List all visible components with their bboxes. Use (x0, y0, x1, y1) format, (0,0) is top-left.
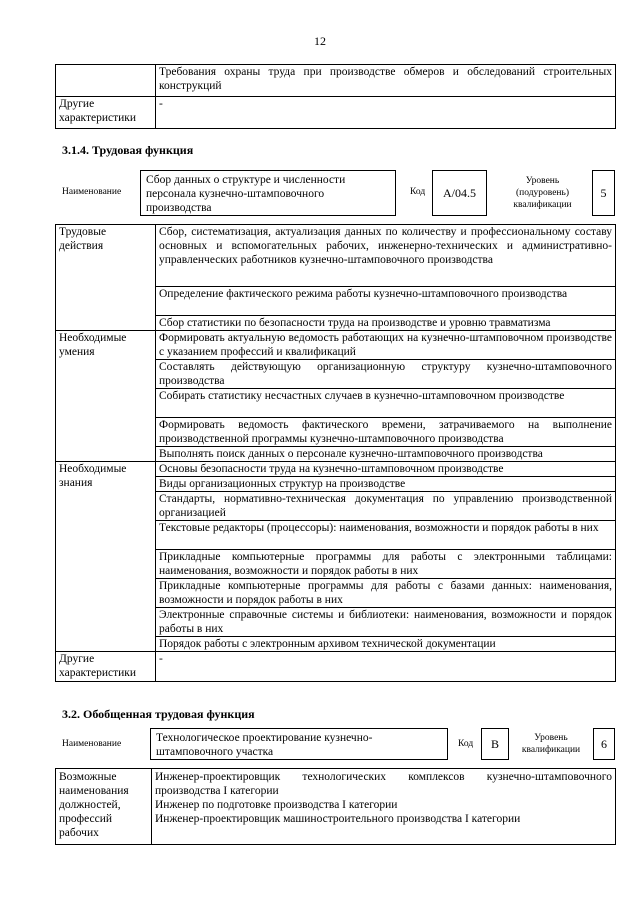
level-label: Уровень (подуровень) квалификации (513, 176, 572, 210)
list-item: Составлять действующую организационную структуру кузнечно-штамповочного производства (156, 360, 616, 389)
list-item: Виды организационных структур на производстве (156, 477, 616, 492)
function-name: Сбор данных о структуре и численности персонала кузнечно-штамповочного производства (146, 174, 346, 214)
function-table (55, 224, 616, 682)
list-item: Инженер по подготовке производства I категории (155, 799, 398, 811)
list-item: Электронные справочные системы и библиотеки: наименования, возможности и порядок работы в них (156, 608, 616, 637)
positions-label: Возможные наименования должностей, профессий рабочих (56, 769, 152, 845)
list-item: Определение фактического режима работы кузнечно-штамповочного производства (156, 287, 616, 316)
other-characteristics-value: - (156, 97, 616, 129)
group-label: Трудовые действия (56, 225, 156, 331)
code-box (481, 728, 509, 760)
group-label: Необходимые умения (56, 331, 156, 462)
code-value: B (490, 736, 499, 751)
level-label: Уровень квалификации (521, 733, 581, 755)
other-characteristics-value: - (156, 652, 616, 682)
other-characteristics-label: Другие характеристики (56, 97, 156, 129)
level-value: 5 (600, 185, 607, 200)
section-title-314: 3.1.4. Трудовая функция (62, 143, 194, 157)
level-box (593, 728, 615, 760)
function-name: Технологическое проектирование кузнечно-штамповочного участка (156, 732, 373, 758)
list-item: Инженер-проектировщик машиностроительного производства I категории (155, 813, 521, 825)
list-item: Инженер-проектировщик технологических комплексов кузнечно-штамповочного производства I категории (155, 771, 612, 797)
group-label: Необходимые знания (56, 462, 156, 652)
name-label: Наименование (62, 187, 122, 197)
list-item: Сбор, систематизация, актуализация данных по количеству и профессиональному составу основных и вспомогательных рабочих, инженерно-технических и административно-управленческих работников кузнечно-штамповочного производства (156, 225, 616, 287)
name-box (150, 728, 448, 760)
list-item: Порядок работы с электронным архивом технической документации (156, 637, 616, 652)
positions-table (55, 768, 616, 845)
list-item: Основы безопасности труда на кузнечно-штамповочном производстве (156, 462, 616, 477)
list-item: Прикладные компьютерные программы для работы с электронными таблицами: наименования, возможности и порядок работы в них (156, 550, 616, 579)
other-characteristics-label: Другие характеристики (56, 652, 156, 682)
list-item: Формировать актуальную ведомость работающих на кузнечно-штамповочном производстве с указанием профессий и квалификаций (156, 331, 616, 360)
list-item: Текстовые редакторы (процессоры): наименования, возможности и порядок работы в них (156, 521, 616, 550)
level-value: 6 (601, 736, 607, 751)
list-item: Сбор статистики по безопасности труда на производстве и уровню травматизма (156, 316, 616, 331)
section-title-32: 3.2. Обобщенная трудовая функция (62, 707, 255, 721)
name-label: Наименование (62, 739, 122, 749)
code-label: Код (410, 187, 426, 197)
code-label: Код (458, 739, 474, 749)
requirement-text: Требования охраны труда при производстве обмеров и обследований строительных конструкций (156, 65, 616, 97)
code-value: A/04.5 (443, 185, 476, 200)
code-box (432, 170, 487, 216)
list-item: Формировать ведомость фактического времени, затрачиваемого на выполнение производственной программы кузнечно-штамповочного производства (156, 418, 616, 447)
list-item: Собирать статистику несчастных случаев в кузнечно-штамповочном производстве (156, 389, 616, 418)
level-box (592, 170, 615, 216)
page-number: 12 (314, 34, 326, 48)
top-table (55, 64, 616, 129)
name-box (140, 170, 396, 216)
list-item: Выполнять поиск данных о персонале кузнечно-штамповочного производства (156, 447, 616, 462)
list-item: Прикладные компьютерные программы для работы с базами данных: наименования, возможности и порядок работы в них (156, 579, 616, 608)
list-item: Стандарты, нормативно-техническая документация по управлению производственной организацией (156, 492, 616, 521)
